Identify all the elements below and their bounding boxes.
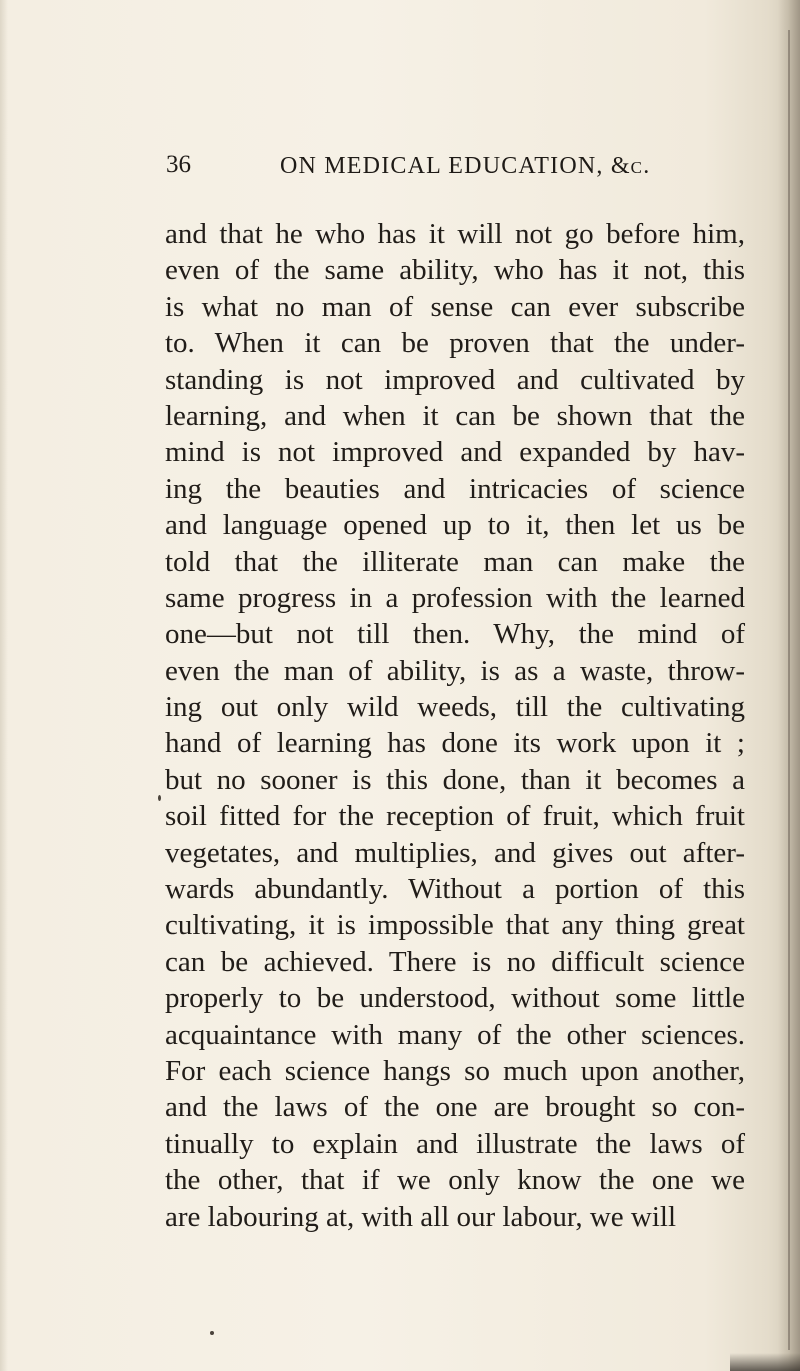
text-line: told that the illiterate man can make the [165,545,745,578]
text-line: vegetates, and multiplies, and gives out after- [165,836,745,869]
body-text [165,216,745,1235]
text-line: ing out only wild weeds, till the cultivating [165,691,745,724]
text-line: acquaintance with many of the other sciences. [165,1018,745,1051]
text-line: standing is not improved and cultivated by [165,363,745,396]
text-line: even the man of ability, is as a waste, throw- [165,654,745,687]
text-line: ing the beauties and intricacies of science [165,472,745,505]
running-head: ON MEDICAL EDUCATION, &c. [280,153,651,179]
text-line: and that he who has it will not go before him, [165,218,745,250]
text-line: properly to be understood, without some little [165,982,745,1015]
text-line: can be achieved. There is no difficult science [165,945,745,978]
text-line: and the laws of the one are brought so con- [165,1091,745,1124]
text-line: is what no man of sense can ever subscribe [165,290,745,323]
text-line: same progress in a profession with the learned [165,581,745,614]
text-line: one—but not till then. Why, the mind of [165,618,745,651]
page-gutter-shade [0,0,8,1371]
text-line: even of the same ability, who has it not, this [165,254,745,287]
page-corner-shadow [730,1353,800,1371]
ink-speck [158,795,161,801]
text-line: to. When it can be proven that the under- [165,327,745,360]
text-line: cultivating, it is impossible that any thing great [165,909,745,942]
text-line: wards abundantly. Without a portion of this [165,873,745,906]
text-line: mind is not improved and expanded by hav- [165,436,745,469]
page-edge-line [788,30,790,1350]
page-number: 36 [166,151,191,178]
text-line: the other, that if we only know the one we [165,1164,745,1197]
text-line: hand of learning has done its work upon it ; [165,727,745,760]
text-line: and language opened up to it, then let us be [165,509,745,542]
ink-speck [210,1331,214,1335]
text-line: tinually to explain and illustrate the laws of [165,1127,745,1160]
page-header [166,150,746,190]
text-line: soil fitted for the reception of fruit, which fruit [165,800,745,833]
text-line: but no sooner is this done, than it becomes a [165,763,745,796]
text-line: learning, and when it can be shown that the [165,399,745,432]
text-line: are labouring at, with all our labour, we will [165,1200,677,1233]
text-line: For each science hangs so much upon another, [165,1054,745,1087]
